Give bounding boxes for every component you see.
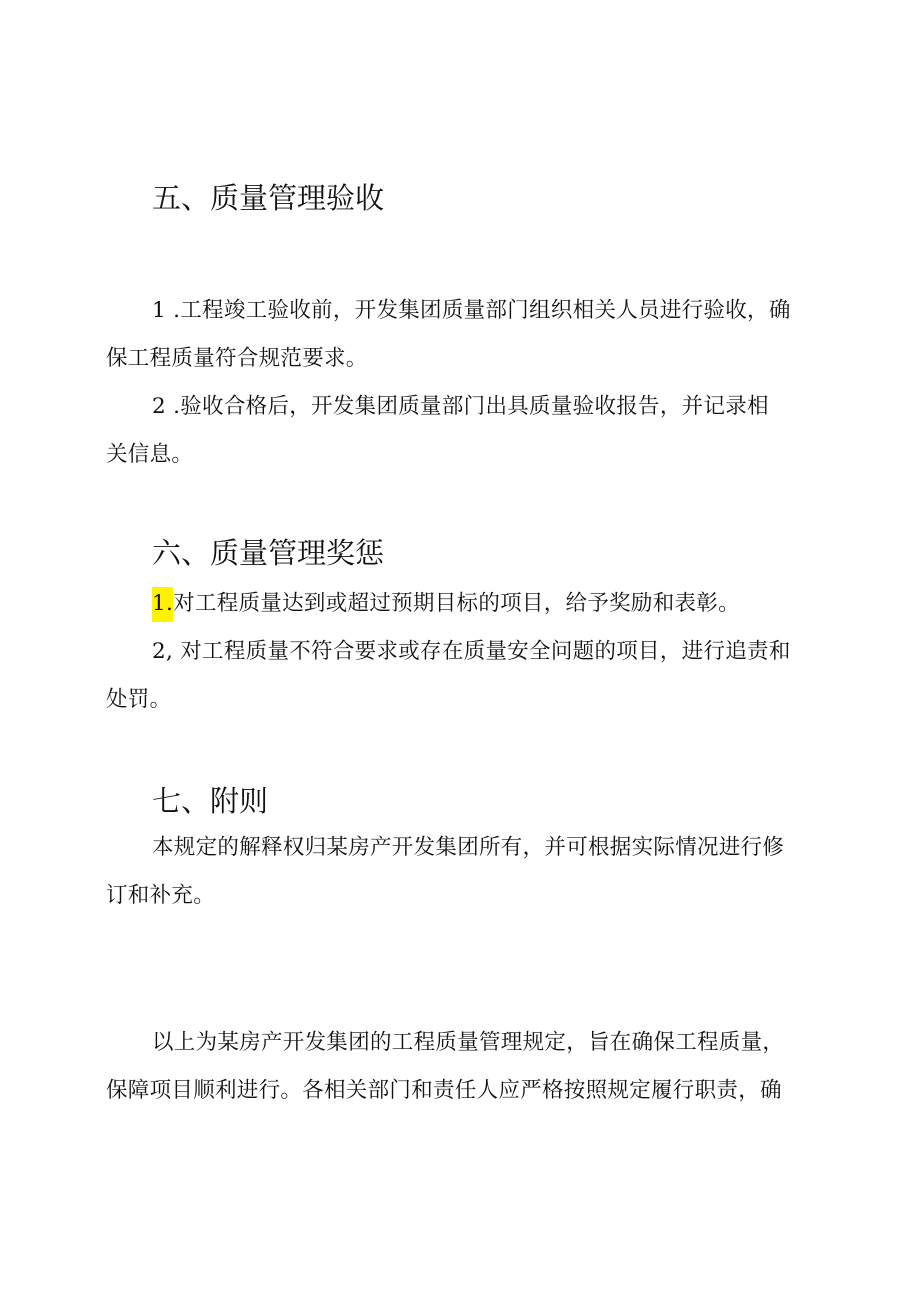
paragraph-text: 对工程质量达到或超过预期目标的项目，给予奖励和表彰。 [173, 591, 740, 616]
paragraph-line [152, 586, 740, 617]
paragraph-line: 本规定的解释权归某房产开发集团所有，并可根据实际情况进行修 [152, 835, 785, 860]
paragraph-line: 2, 对工程质量不符合要求或存在质量安全问题的项目，进行追责和 [152, 639, 791, 664]
section-heading-quality-acceptance: 五、质量管理验收 [152, 181, 385, 215]
paragraph-line: 处罚。 [106, 687, 172, 712]
paragraph-line: 1 .工程竣工验收前，开发集团质量部门组织相关人员进行验收，确 [152, 298, 791, 323]
highlighted-list-marker: 1. [152, 587, 173, 622]
section-heading-rewards-penalties: 六、质量管理奖惩 [152, 536, 385, 570]
paragraph-line: 订和补充。 [106, 883, 216, 908]
paragraph-line: 关信息。 [106, 442, 194, 467]
closing-line: 以上为某房产开发集团的工程质量管理规定，旨在确保工程质量， [152, 1030, 785, 1055]
paragraph-line: 保工程质量符合规范要求。 [106, 346, 368, 371]
paragraph-line: 2 .验收合格后，开发集团质量部门出具质量验收报告，并记录相 [152, 394, 769, 419]
section-heading-supplementary: 七、附则 [152, 784, 269, 818]
closing-line: 保障项目顺利进行。各相关部门和责任人应严格按照规定履行职责，确 [106, 1078, 782, 1103]
